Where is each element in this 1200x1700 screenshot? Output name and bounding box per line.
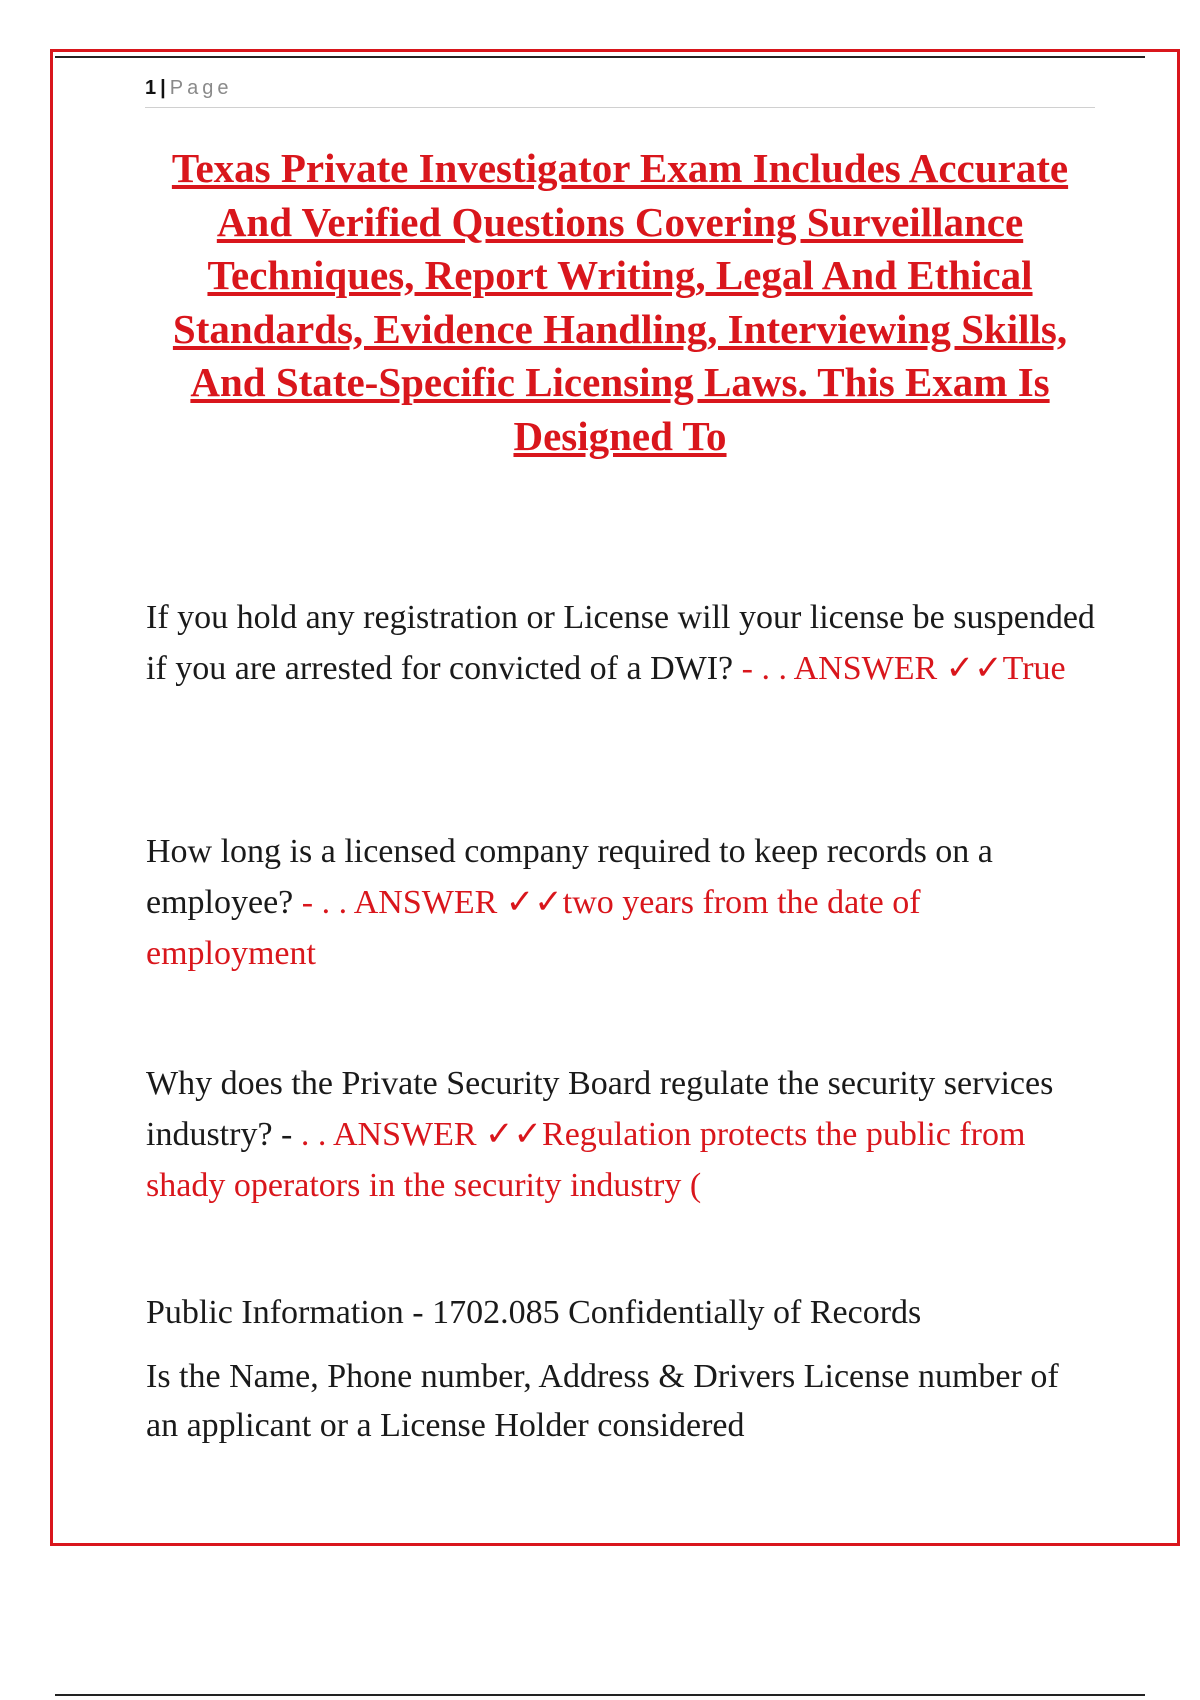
qa-item-2 [146, 826, 1096, 979]
answer-prefix: . . ANSWER ✓✓ [300, 1116, 543, 1153]
answer-prefix: - . . ANSWER ✓✓ [293, 884, 563, 921]
qa-item-1 [146, 592, 1096, 694]
page-separator: | [160, 77, 166, 99]
info-heading: Public Information - 1702.085 Confidentially of Records [146, 1294, 922, 1331]
document-title: Texas Private Investigator Exam Includes Accurate And Verified Questions Covering Surveillance Techniques, Report Writing, Legal And Ethical Standards, Evidence Handling, Interviewing Skills, And State-Specific Licensing Laws. This Exam Is Designed To [171, 145, 1069, 459]
info-text: Is the Name, Phone number, Address & Drivers License number of an applicant or a License Holder considered [146, 1358, 1059, 1444]
qa-item-3 [146, 1058, 1096, 1211]
answer-prefix: - . . ANSWER ✓✓ [733, 650, 1003, 687]
page-label: Page [169, 77, 233, 99]
bottom-page-rule [55, 1694, 1145, 1696]
question-text: Why does the Private Security Board regulate the security services industry? - [146, 1065, 1054, 1153]
page-header [145, 75, 1095, 108]
page-number: 1 [145, 77, 157, 99]
answer-text: True [1002, 650, 1066, 687]
answer-text: two years from the date of employment [146, 884, 921, 972]
answer-text: Regulation protects the public from shady operators in the security industry ( [146, 1116, 1026, 1204]
question-text: If you hold any registration or License will your license be suspended if you are arrested for convicted of a DWI? [146, 599, 1095, 687]
question-text: How long is a licensed company required to keep records on a employee? [146, 833, 993, 921]
